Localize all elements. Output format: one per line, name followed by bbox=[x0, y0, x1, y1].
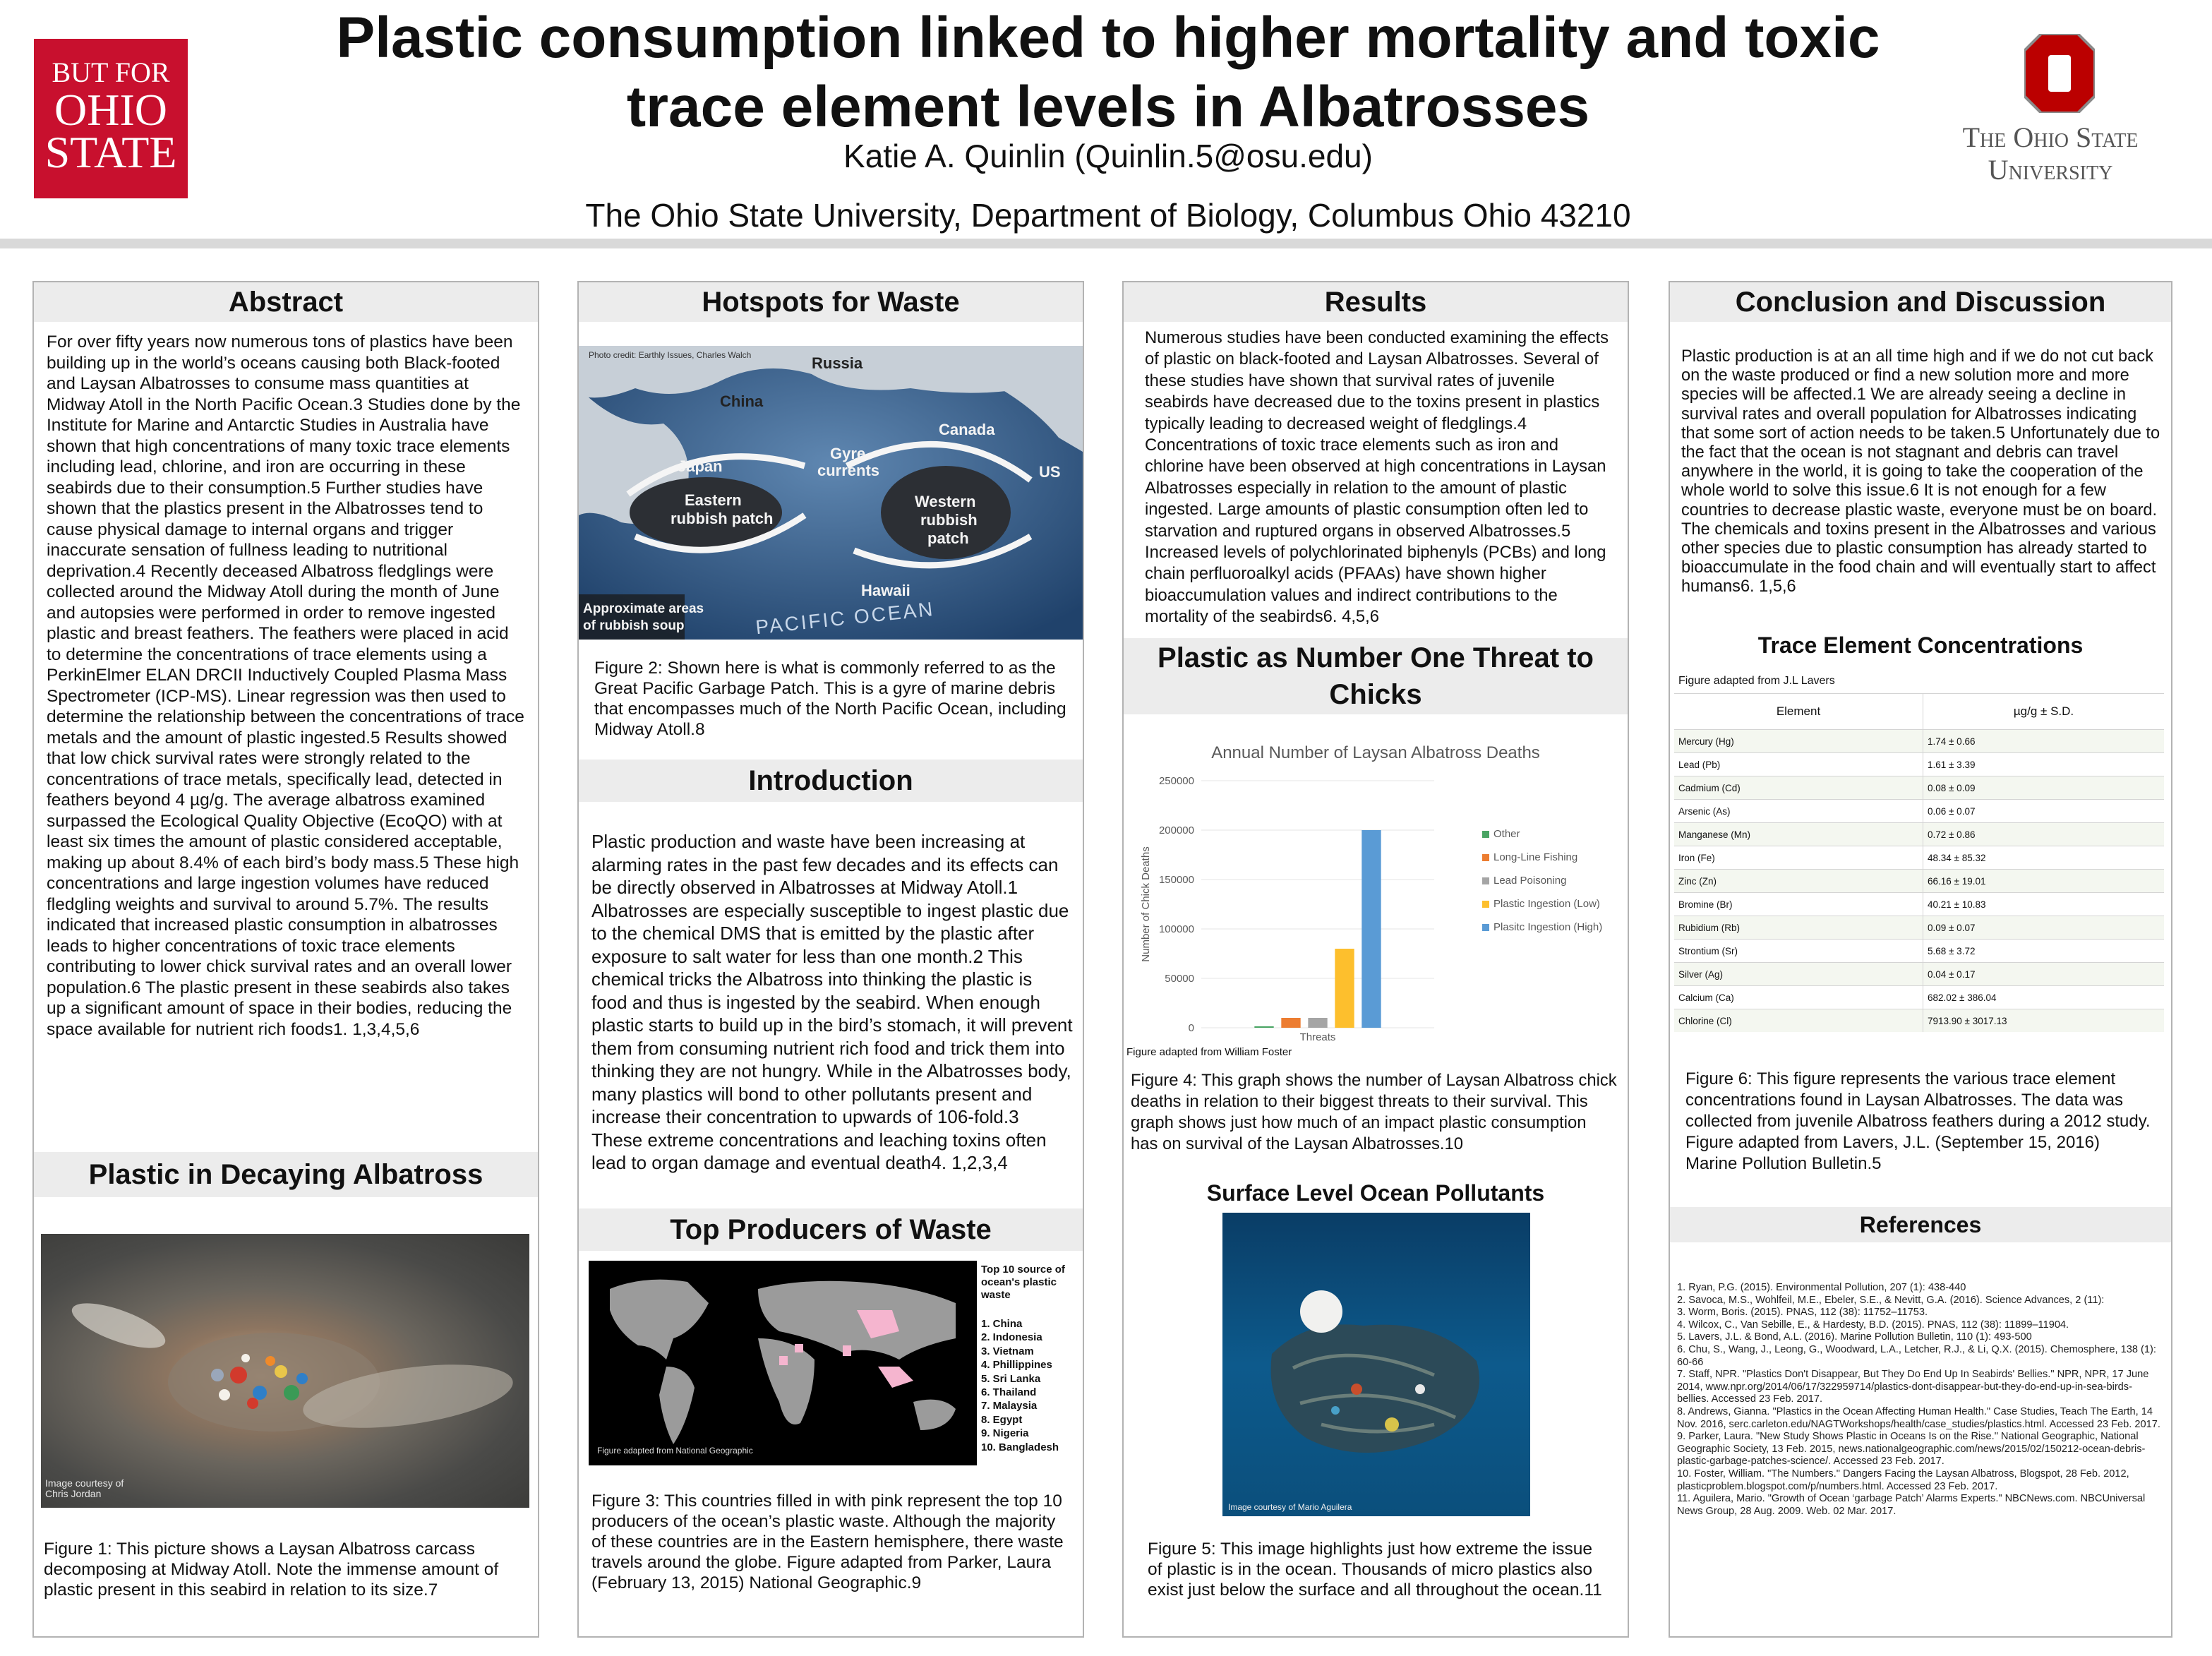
osu-wordmark-1: The Ohio State bbox=[1962, 121, 2139, 153]
figure-3-caption: Figure 3: This countries filled in with pink represent the top 10 producers of the ocean’s plastic waste. Although the majority of these countries are in the Eastern hemisphere, there waste travels around the globe. Figure adapted from Parker, Laura (February 13, 2015) National Geographic.9 bbox=[591, 1492, 1064, 1592]
section-heading-introduction: Introduction bbox=[579, 760, 1083, 802]
ocean-debris-photo bbox=[1222, 1213, 1530, 1516]
element-cell: Strontium (Sr) bbox=[1674, 940, 1923, 963]
section-heading-threat bbox=[1124, 638, 1628, 714]
osu-logo bbox=[1920, 28, 2181, 198]
value-cell: 1.61 ± 3.39 bbox=[1923, 753, 2165, 776]
author: Katie A. Quinlin (Quinlin.5@osu.edu) bbox=[843, 138, 1373, 174]
chart-title: Annual Number of Laysan Albatross Deaths bbox=[1211, 743, 1540, 762]
carcass-illustration bbox=[41, 1234, 529, 1508]
table-row bbox=[1674, 1009, 2164, 1033]
y-tick-label: 250000 bbox=[1158, 775, 1194, 787]
photo-credit: Image courtesy of Chris Jordan bbox=[45, 1477, 124, 1499]
section-heading-references: References bbox=[1670, 1207, 2171, 1242]
element-cell: Mercury (Hg) bbox=[1674, 730, 1923, 753]
section-heading-producers: Top Producers of Waste bbox=[579, 1208, 1083, 1251]
map-label: Hawaii bbox=[861, 582, 910, 599]
y-tick-label: 100000 bbox=[1158, 923, 1194, 935]
table-row bbox=[1674, 730, 2164, 753]
poster-title-line-2: trace element levels in Albatrosses bbox=[626, 75, 1590, 139]
x-axis-label: Threats bbox=[1299, 1031, 1336, 1042]
map-label: Approximate areas bbox=[583, 601, 704, 616]
section-heading-hotspots: Hotspots for Waste bbox=[579, 282, 1083, 322]
legend-country: 8. Egypt bbox=[981, 1413, 1023, 1426]
value-cell: 7913.90 ± 3017.13 bbox=[1923, 1009, 2165, 1033]
legend-country: 5. Sri Lanka bbox=[981, 1372, 1041, 1385]
reference-item: 1. Ryan, P.G. (2015). Environmental Pollution, 207 (1): 438-440 bbox=[1677, 1282, 1966, 1293]
column-1 bbox=[32, 281, 539, 1638]
legend-swatch bbox=[1482, 877, 1489, 884]
col-header-element: Element bbox=[1674, 694, 1923, 730]
legend-label: Long-Line Fishing bbox=[1493, 851, 1578, 863]
value-cell: 40.21 ± 10.83 bbox=[1923, 893, 2165, 916]
figure-1-caption: Figure 1: This picture shows a Laysan Albatross carcass decomposing at Midway Atoll. Note the immense amount of plastic present in this seabird in relation to its size.7 bbox=[44, 1540, 499, 1600]
world-map-producers bbox=[589, 1261, 1070, 1465]
table-row bbox=[1674, 986, 2164, 1009]
y-tick-label: 50000 bbox=[1165, 973, 1194, 985]
producers-legend-list bbox=[981, 1317, 1069, 1454]
map-label: Canada bbox=[939, 421, 995, 438]
bar bbox=[1281, 1018, 1300, 1028]
figure-6-caption: Figure 6: This figure represents the various trace element concentrations found in Laysan Albatrosses. The data was collected from juvenile Albatross feathers during a 2012 study. Figure adapted from Lavers, J.L. (September 15, 2016) Marine Pollution Bulletin.5 bbox=[1685, 1069, 2151, 1173]
garbage-patch-map bbox=[579, 346, 1083, 640]
table-row bbox=[1674, 846, 2164, 870]
value-cell: 682.02 ± 386.04 bbox=[1923, 986, 2165, 1009]
table-row bbox=[1674, 916, 2164, 940]
bar bbox=[1308, 1018, 1327, 1028]
table-row bbox=[1674, 753, 2164, 776]
reference-item: 11. Aguilera, Mario. "Growth of Ocean ‘garbage Patch’ Alarms Experts." NBCNews.com. NBCUniversal News Group, 28 Aug. 2009. Web. 02 Mar. 2017. bbox=[1677, 1493, 2146, 1517]
reference-item: 4. Wilcox, C., Van Sebille, E., & Hardesty, B.D. (2015). PNAS, 112 (38): 11899–11904. bbox=[1677, 1319, 2069, 1331]
pacific-map bbox=[579, 346, 1083, 640]
pollutants-heading: Surface Level Ocean Pollutants bbox=[1206, 1180, 1545, 1206]
trace-element-table bbox=[1674, 693, 2164, 1032]
section-heading-results: Results bbox=[1124, 282, 1628, 322]
bar bbox=[1335, 949, 1354, 1028]
section-heading-conclusion: Conclusion and Discussion bbox=[1670, 282, 2171, 322]
logo-but-for-ohio-state bbox=[34, 39, 188, 198]
value-cell: 0.04 ± 0.17 bbox=[1923, 963, 2165, 986]
world-map bbox=[589, 1261, 977, 1465]
results-text: Numerous studies have been conducted examining the effects of plastic on black-footed and Laysan Albatrosses. Several of these studies have shown that survival rates of juvenile seabirds have decreased due to the toxins present in plastics typically leading to decreased weight of fledglings.4 Concentrations of toxic trace elements such as iron and chlorine have been observed at high concentrations in Laysan Albatrosses especially in relation to the amount of plastic ingested. Large amounts of plastic consumption often led to starvation and ruptured organs in observed Albatrosses.5 Increased levels of polychlorinated biphenyls (PCBs) and long chain perfluoroalkyl acids (PFAAs) have shown higher bioaccumulation values and indirect contributions to the mortality of the seabirds6. 4,5,6 bbox=[1145, 328, 1609, 627]
affiliation: The Ohio State University, Department of Biology, Columbus Ohio 43210 bbox=[585, 197, 1631, 234]
producers-legend-title: Top 10 source of ocean's plastic waste bbox=[981, 1264, 1065, 1301]
debris-illustration bbox=[1222, 1213, 1530, 1516]
map-credit: Photo credit: Earthly Issues, Charles Walch bbox=[589, 350, 752, 360]
table-row bbox=[1674, 963, 2164, 986]
map-label: of rubbish soup bbox=[583, 618, 685, 633]
legend-swatch bbox=[1482, 831, 1489, 838]
references-list bbox=[1677, 1282, 2164, 1518]
threat-heading-line-1: Plastic as Number One Threat to bbox=[1158, 642, 1594, 673]
y-tick-label: 150000 bbox=[1158, 874, 1194, 886]
value-cell: 1.74 ± 0.66 bbox=[1923, 730, 2165, 753]
table-row bbox=[1674, 870, 2164, 893]
figure-4-credit: Figure adapted from William Foster bbox=[1126, 1046, 1292, 1058]
reference-item: 5. Lavers, J.L. & Bond, A.L. (2016). Marine Pollution Bulletin, 110 (1): 493-500 bbox=[1677, 1331, 2032, 1343]
element-cell: Iron (Fe) bbox=[1674, 846, 1923, 870]
map-label: Russia bbox=[812, 354, 863, 372]
column-3 bbox=[1122, 281, 1629, 1638]
legend-swatch bbox=[1482, 901, 1489, 908]
reference-item: 8. Andrews, Gianna. "Plastics in the Ocean Affecting Human Health." Case Studies, Teach The Earth, 14 Nov. 2016, serc.carleton.edu/NAGTWorkshops/health/case_studies/plastics.html. Accessed 23 Feb. 2017. bbox=[1677, 1405, 2160, 1430]
logo-line: STATE bbox=[44, 127, 177, 177]
figure-5-caption: Figure 5: This image highlights just how extreme the issue of plastic is in the ocean. Thousands of micro plastics also exist just below the surface and all throughout the ocean.11 bbox=[1148, 1540, 1602, 1600]
table-row bbox=[1674, 823, 2164, 846]
legend-country: 9. Nigeria bbox=[981, 1427, 1029, 1440]
logo-line: BUT FOR bbox=[52, 56, 170, 88]
element-cell: Calcium (Ca) bbox=[1674, 986, 1923, 1009]
legend-country: 4. Phillippines bbox=[981, 1359, 1052, 1372]
map-label: Japan bbox=[678, 457, 723, 475]
element-cell: Rubidium (Rb) bbox=[1674, 916, 1923, 940]
threat-heading-line-2: Chicks bbox=[1329, 679, 1422, 710]
y-tick-label: 200000 bbox=[1158, 824, 1194, 836]
osu-wordmark-2: University bbox=[1988, 154, 2113, 186]
value-cell: 0.06 ± 0.07 bbox=[1923, 800, 2165, 823]
table-row bbox=[1674, 893, 2164, 916]
table-row bbox=[1674, 776, 2164, 800]
value-cell: 48.34 ± 85.32 bbox=[1923, 846, 2165, 870]
legend-swatch bbox=[1482, 854, 1489, 861]
bar bbox=[1362, 830, 1381, 1028]
element-cell: Cadmium (Cd) bbox=[1674, 776, 1923, 800]
legend-country: 1. China bbox=[981, 1318, 1023, 1330]
deaths-bar-chart bbox=[1124, 731, 1628, 1042]
header-divider bbox=[0, 239, 2212, 248]
map-label: Gyre bbox=[830, 445, 866, 462]
map-label: Western bbox=[915, 493, 976, 510]
element-cell: Chlorine (Cl) bbox=[1674, 1009, 1923, 1033]
trace-table-wrap bbox=[1674, 693, 2164, 1032]
value-cell: 0.08 ± 0.09 bbox=[1923, 776, 2165, 800]
trace-adapted: Figure adapted from J.L Lavers bbox=[1678, 675, 1835, 687]
trace-heading: Trace Element Concentrations bbox=[1757, 632, 2084, 658]
map-label: PACIFIC OCEAN bbox=[755, 597, 936, 639]
element-cell: Manganese (Mn) bbox=[1674, 823, 1923, 846]
reference-item: 3. Worm, Boris. (2015). PNAS, 112 (38): 11752–11753. bbox=[1677, 1307, 1928, 1319]
element-cell: Zinc (Zn) bbox=[1674, 870, 1923, 893]
reference-item: 7. Staff, NPR. "Plastics Don't Disappear, But They Do End Up In Seabirds' Bellies." NPR, NPR, 17 June 2014, www.npr.org/2014/06/17/322959714/plastics-dont-disappear-but-they-do-end-up-in-sea-birds-bellies. Accessed 23 Feb. 2017. bbox=[1677, 1369, 2149, 1405]
albatross-carcass-photo bbox=[41, 1234, 529, 1508]
photo-credit: Image courtesy of Mario Aguilera bbox=[1228, 1502, 1352, 1512]
table-row bbox=[1674, 800, 2164, 823]
map-label: rubbish bbox=[920, 511, 978, 529]
figure-4-caption: Figure 4: This graph shows the number of Laysan Albatross chick deaths in relation to their biggest threats to their survival. This graph shows just how much of an impact plastic consumption has on survival of the Laysan Albatrosses.10 bbox=[1131, 1071, 1617, 1153]
section-heading-decaying: Plastic in Decaying Albatross bbox=[34, 1152, 538, 1197]
block-o-icon bbox=[2024, 34, 2095, 113]
abstract-text: For over fifty years now numerous tons of plastics have been building up in the world’s oceans causing both Black-footed and Laysan Albatrosses to consume mass quantities at Midway Atoll in the North Pacific Ocean.3 Studies done by the Institute for Marine and Antarctic Studies in Australia have shown that high concentrations of many toxic trace elements including lead, chlorine, and iron are occurring in these seabirds due to their consumption.5 Further studies have shown that the plastics present in the Albatrosses tend to cause physical damage to internal organs and trigger inaccurate sensation of fullness leading to nutritional deprivation.4 Recently deceased Albatross fledglings were collected around the Midway Atoll during the month of June and autopsies were performed in order to remove ingested plastic and breast feathers. The feathers were placed in acid to determine the concentrations of trace elements using a PerkinElmer ELAN DRCII Inductively Coupled Plasma Mass Spectrometer (ICP-MS). Linear regression was then used to determine the relationship between the concentrations of trace metals and the amount of plastic ingested.5 Results showed that low chick survival rates were strongly related to the concentrations of trace metals, specifically lead, detected in feathers beyond 4 µg/g. The average albatross examined surpassed the Ecological Quality Objective (EcoQO) with at least six times the amount of plastic considered acceptable, making up about 8.4% of each bird’s body mass.5 These high concentrations and large ingestion volumes have reduced fledgling weights and survival to around 5.7%. The results indicated that increased plastic consumption in albatrosses leads to higher concentrations of toxic trace elements contributing to lower chick survival rates and an overall lower population.6 The plastic present in these seabirds also takes up a significant amount of space in their bodies, reducing the space available for nutrient rich foods1. 1,3,4,5,6 bbox=[47, 332, 524, 1039]
figure-2-caption: Figure 2: Shown here is what is commonly referred to as the Great Pacific Garbage Patch. This is a gyre of marine debris that encompasses much of the North Pacific Ocean, including Midway Atoll.8 bbox=[594, 659, 1066, 739]
map-label: currents bbox=[817, 462, 880, 479]
introduction-text: Plastic production and waste have been increasing at alarming rates in the past few decades and its effects can be directly observed in Albatrosses at Midway Atoll.1 Albatrosses are especially susceptible to ingest plastic due to the chemical DMS that is emitted by the plastic after exposure to salt water for less than one month.2 This chemical tricks the Albatross into thinking the plastic is food and thus is ingested by the seabird. When enough plastic starts to build up in the bird’s stomach, it will prevent them from consuming nutrient rich food and trick them into thinking they are not hungry. While in the Albatrosses body, many plastics will bond to other pollutants present and increase their concentration to upwards of 106-fold.3 These extreme concentrations and leaching toxins often lead to organ damage and eventual death4. 1,2,3,4 bbox=[591, 831, 1073, 1173]
table-row bbox=[1674, 940, 2164, 963]
y-tick-label: 0 bbox=[1188, 1022, 1194, 1034]
element-cell: Lead (Pb) bbox=[1674, 753, 1923, 776]
element-cell: Arsenic (As) bbox=[1674, 800, 1923, 823]
reference-item: 10. Foster, William. "The Numbers." Dangers Facing the Laysan Albatross, Blogspot, 28 Feb. 2012, plasticproblem.blogspot.com/p/numbers.html. Accessed 23 Feb. 2017. bbox=[1677, 1468, 2129, 1492]
legend-country: 2. Indonesia bbox=[981, 1331, 1042, 1344]
legend-label: Lead Poisoning bbox=[1493, 875, 1567, 887]
map-label: rubbish patch bbox=[671, 510, 774, 527]
column-2 bbox=[577, 281, 1084, 1638]
conclusion-text: Plastic production is at an all time high and if we do not cut back on the waste produced or find a new solution more and more species will be affected.1 We are already seeing a decline in survival rates and overall population for Albatrosses indicating that some sort of action needs to be taken.5 Unfortunately due to the fact that the ocean is not stagnant and debris can travel anywhere in the world, it is going to take the cooperation of the whole world to solve this issue.6 It is not enough for a few countries to decrease plastic waste, everyone must be on board. The chemicals and toxins present in the Albatrosses and various other species due to plastic consumption has already started to bioaccumulate in the food chain and will eventually start to affect humans6. 1,5,6 bbox=[1681, 347, 2160, 596]
legend-label: Plastic Ingestion (Low) bbox=[1493, 898, 1600, 910]
column-4 bbox=[1669, 281, 2172, 1638]
map-label: US bbox=[1039, 463, 1061, 481]
map-label: Eastern bbox=[685, 491, 742, 509]
legend-label: Plasitc Ingestion (High) bbox=[1493, 921, 1603, 933]
reference-item: 9. Parker, Laura. "New Study Shows Plastic in Oceans Is on the Rise." National Geographic, National Geographic Society, 13 Feb. 2015, news.nationalgeographic.com/news/2015/02/150212-ocean-debris-plastic-garbage-patches-science/. Accessed 23 Feb. 2017. bbox=[1677, 1431, 2146, 1468]
chart-svg bbox=[1124, 731, 1628, 1042]
legend-swatch bbox=[1482, 924, 1489, 931]
value-cell: 0.72 ± 0.86 bbox=[1923, 823, 2165, 846]
bar bbox=[1254, 1026, 1273, 1028]
value-cell: 0.09 ± 0.07 bbox=[1923, 916, 2165, 940]
legend-country: 7. Malaysia bbox=[981, 1400, 1038, 1412]
legend-country: 3. Vietnam bbox=[981, 1345, 1034, 1357]
element-cell: Bromine (Br) bbox=[1674, 893, 1923, 916]
legend-label: Other bbox=[1493, 828, 1520, 840]
col-header-value: µg/g ± S.D. bbox=[1923, 694, 2165, 730]
y-axis-label: Number of Chick Deaths bbox=[1140, 846, 1152, 962]
value-cell: 66.16 ± 19.01 bbox=[1923, 870, 2165, 893]
poster-title-line-1: Plastic consumption linked to higher mortality and toxic bbox=[336, 6, 1880, 70]
map-label: China bbox=[720, 392, 764, 410]
section-heading-abstract: Abstract bbox=[34, 282, 538, 322]
map-label: patch bbox=[927, 529, 969, 547]
legend-country: 10. Bangladesh bbox=[981, 1441, 1059, 1453]
legend-country: 6. Thailand bbox=[981, 1386, 1037, 1399]
reference-item: 2. Savoca, M.S., Wohlfeil, M.E., Ebeler, S.E., & Nevitt, G.A. (2016). Science Advances, 2 (11): bbox=[1677, 1294, 2105, 1306]
element-cell: Silver (Ag) bbox=[1674, 963, 1923, 986]
reference-item: 6. Chu, S., Wang, J., Leong, G., Woodward, L.A., Letcher, R.J., & Li, Q.X. (2015). Chemosphere, 138 (1): 60-66 bbox=[1677, 1343, 2156, 1368]
value-cell: 5.68 ± 3.72 bbox=[1923, 940, 2165, 963]
map-credit: Figure adapted from National Geographic bbox=[597, 1446, 753, 1456]
logo-line: OHIO bbox=[54, 85, 167, 135]
